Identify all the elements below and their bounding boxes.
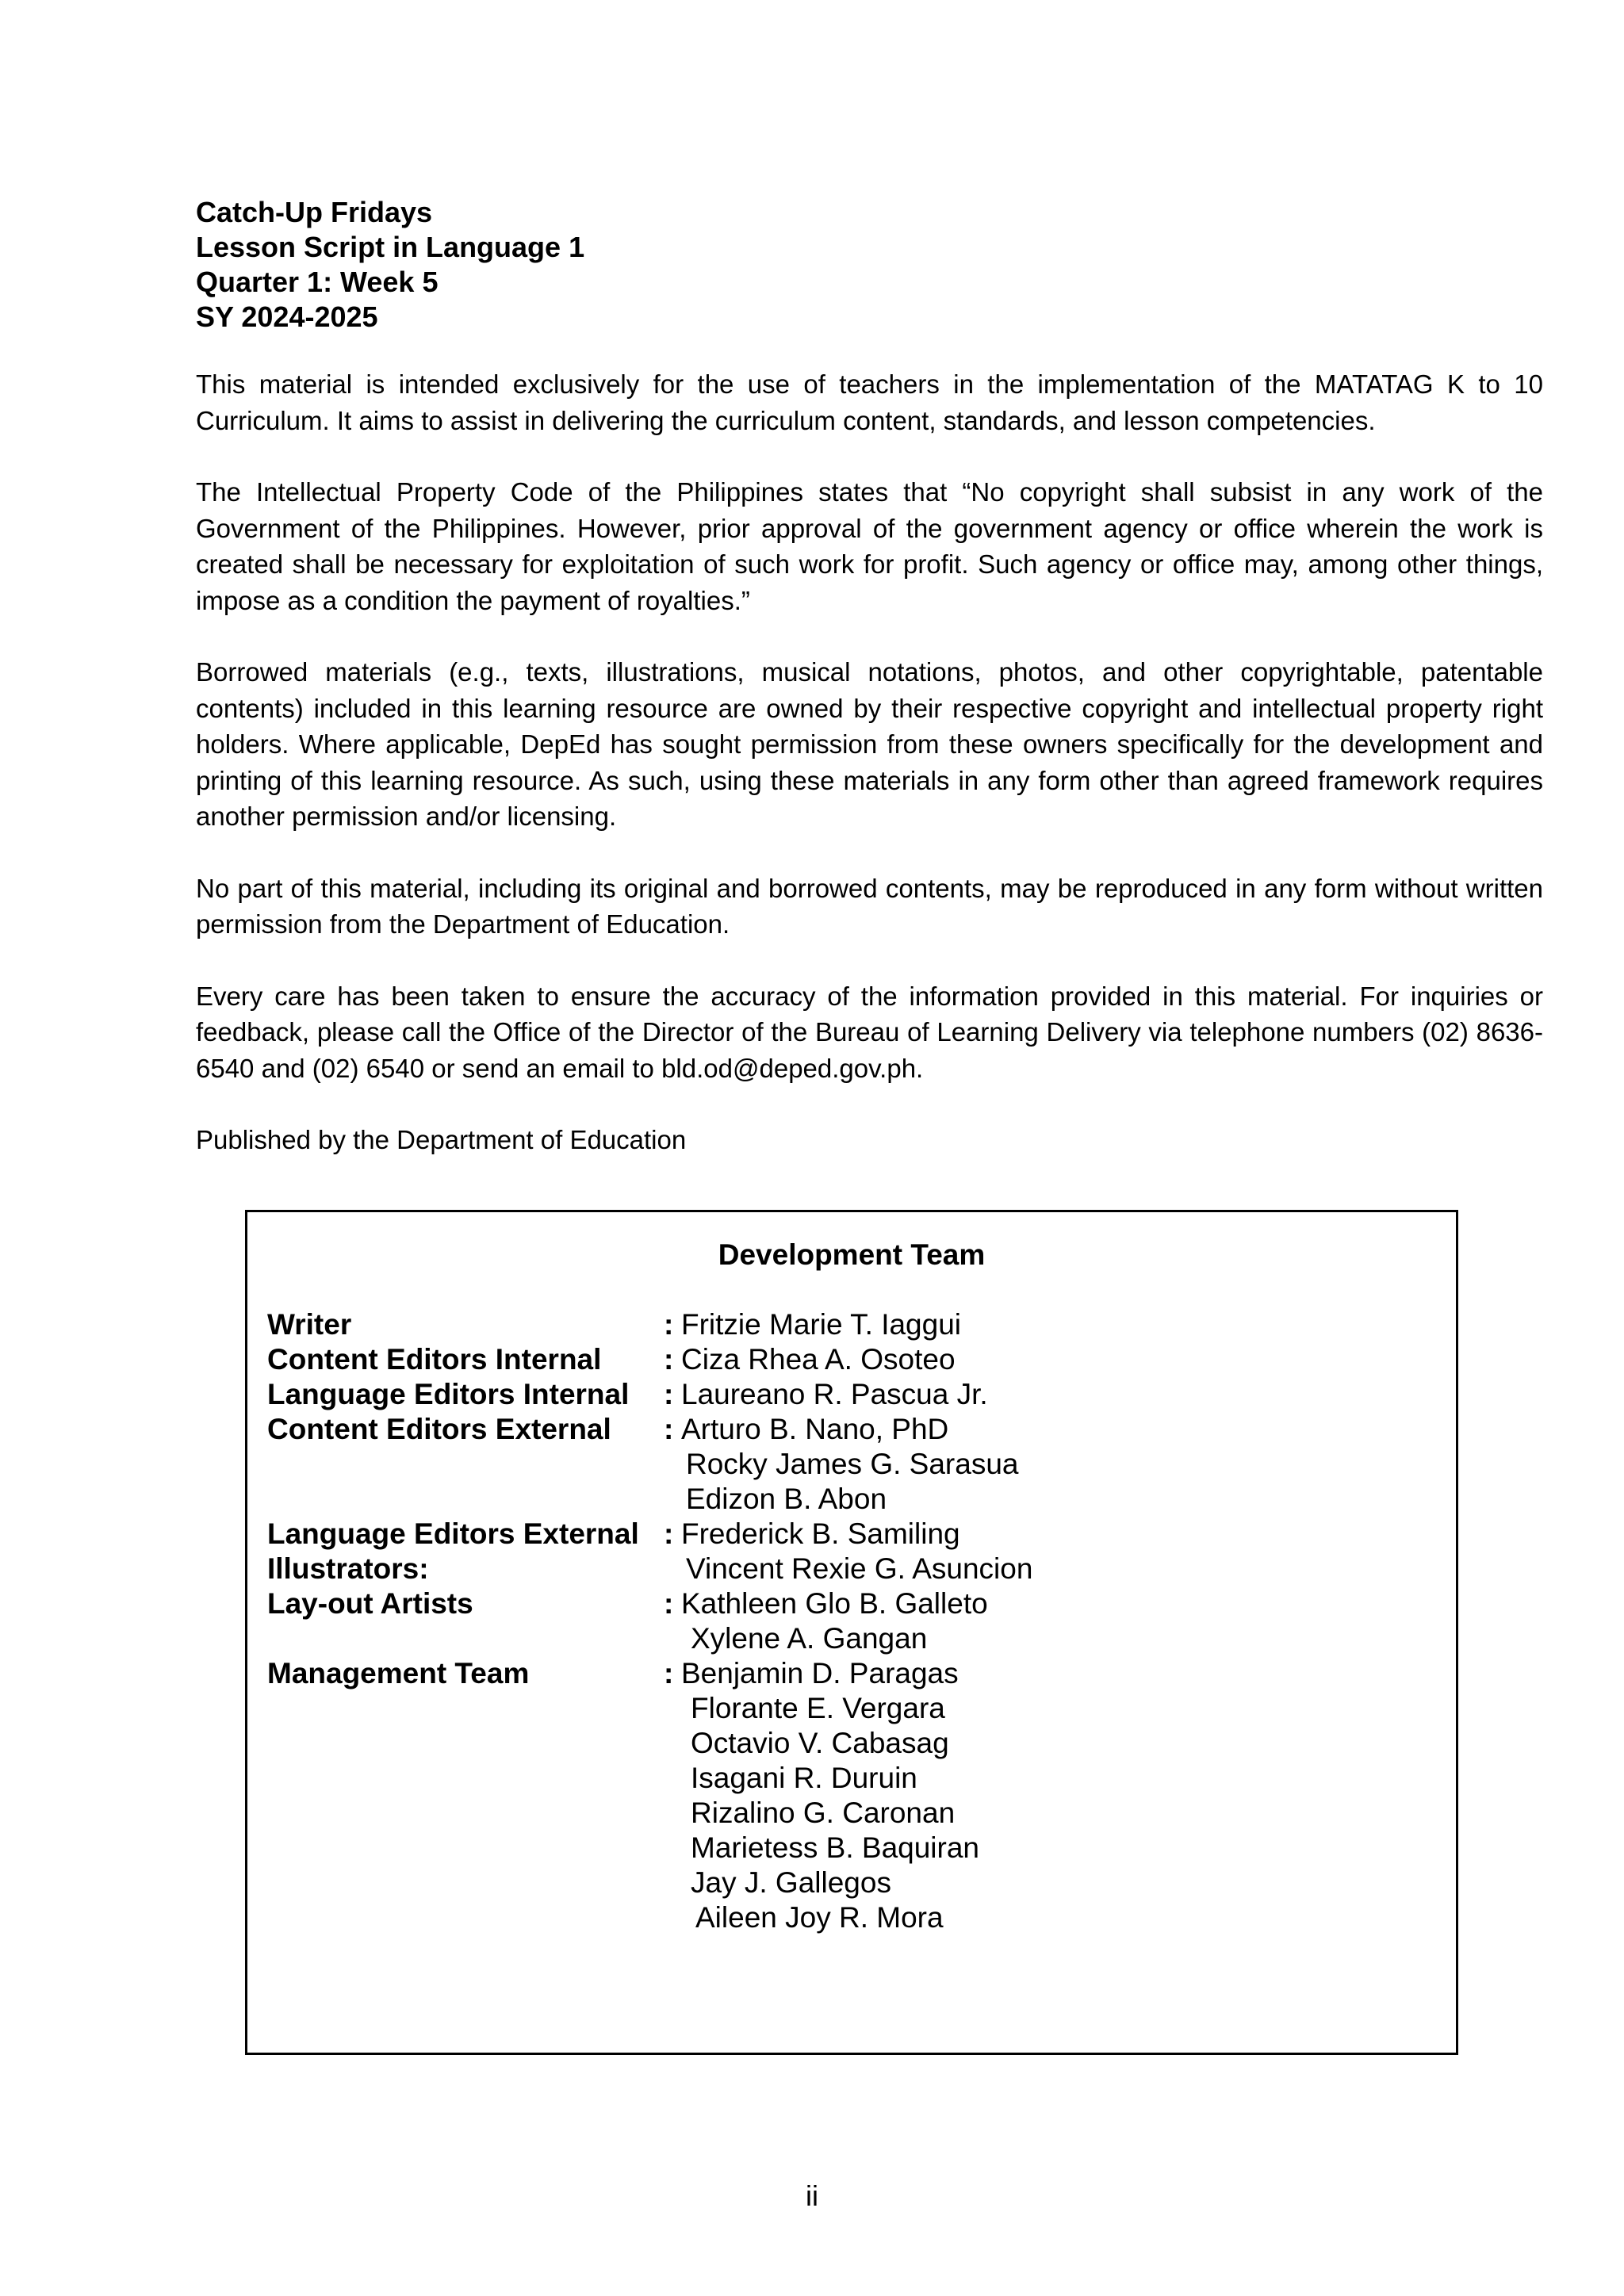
- team-row-illustrators: [267, 1552, 1441, 1586]
- intended-use-paragraph: This material is intended exclusively for the use of teachers in the implementation of the MATATAG K to 10 Curriculum. It aims to assist in delivering the curriculum content, standards, and lesson competencies.: [196, 369, 1543, 435]
- team-member-name: Edizon B. Abon: [686, 1483, 887, 1515]
- development-team-box: [245, 1210, 1458, 2055]
- team-member-name: Isagani R. Duruin: [691, 1762, 917, 1794]
- role-names: [681, 1342, 1441, 1377]
- team-row-management-team: [267, 1656, 1441, 1935]
- team-member-name: Fritzie Marie T. Iaggui: [681, 1308, 961, 1341]
- role-colon: :: [664, 1587, 674, 1620]
- team-member-name: Benjamin D. Paragas: [681, 1657, 959, 1689]
- team-member-name: Ciza Rhea A. Osoteo: [681, 1343, 956, 1376]
- ip-code-paragraph: The Intellectual Property Code of the Philippines states that “No copyright shall subsist in any work of the Government of the Philippines. However, prior approval of the government agency or office wherein the work is created shall be necessary for exploitation of such work for profit. Such agency or office may, among other things, impose as a condition the payment of royalties.”: [196, 477, 1543, 615]
- team-row-layout-artists: [267, 1586, 1441, 1656]
- role-names: [681, 1307, 1441, 1342]
- development-team-list: [267, 1307, 1441, 1935]
- school-year: SY 2024-2025: [196, 300, 378, 333]
- copyright-notice: [196, 366, 1543, 1158]
- role-colon: :: [664, 1413, 674, 1445]
- team-row-writer: [267, 1307, 1441, 1342]
- role-label: Content Editors Internal: [267, 1343, 602, 1376]
- quarter-week: Quarter 1: Week 5: [196, 266, 439, 298]
- team-member-name: Rocky James G. Sarasua: [686, 1448, 1019, 1480]
- development-team-title: Development Team: [718, 1238, 986, 1271]
- team-row-language-editors-external: [267, 1517, 1441, 1552]
- role-colon: :: [664, 1517, 674, 1550]
- role-label: Illustrators:: [267, 1552, 429, 1585]
- role-colon: :: [664, 1657, 674, 1689]
- team-row-content-editors-internal: [267, 1342, 1441, 1377]
- team-member-name: Octavio V. Cabasag: [691, 1727, 949, 1759]
- role-colon: :: [664, 1343, 674, 1376]
- published-by: Published by the Department of Education: [196, 1125, 687, 1154]
- role-names: [681, 1517, 1441, 1552]
- role-names: [681, 1377, 1441, 1412]
- inquiries-paragraph: Every care has been taken to ensure the accuracy of the information provided in this material. For inquiries or feedback, please call the Office of the Director of the Bureau of Learning Delivery via telephone numbers (02) 8636-6540 and (02) 6540 or send an email to bld.od@deped.gov.ph.: [196, 981, 1543, 1083]
- role-label: Language Editors Internal: [267, 1378, 630, 1410]
- borrowed-materials-paragraph: Borrowed materials (e.g., texts, illustrations, musical notations, photos, and other copyrightable, patentable contents) included in this learning resource are owned by their respective copyright and intellectual property right holders. Where applicable, DepEd has sought permission from these owners specifically for the development and printing of this learning resource. As such, using these materials in any form other than agreed framework requires another permission and/or licensing.: [196, 657, 1543, 831]
- no-reproduction-paragraph: No part of this material, including its original and borrowed contents, may be reproduced in any form without written permission from the Department of Education.: [196, 873, 1543, 939]
- team-member-name: Marietess B. Baquiran: [691, 1831, 980, 1864]
- team-row-language-editors-internal: [267, 1377, 1441, 1412]
- team-member-name: Kathleen Glo B. Galleto: [681, 1587, 988, 1620]
- team-member-name: Rizalino G. Caronan: [691, 1797, 956, 1829]
- program-title: Catch-Up Fridays: [196, 196, 433, 228]
- role-names: [681, 1552, 1441, 1586]
- team-member-name: Florante E. Vergara: [691, 1692, 945, 1724]
- team-member-name: Arturo B. Nano, PhD: [681, 1413, 949, 1445]
- team-row-content-editors-external: [267, 1412, 1441, 1517]
- role-names: [681, 1412, 1441, 1517]
- lesson-script-title: Lesson Script in Language 1: [196, 231, 585, 263]
- role-label: Lay-out Artists: [267, 1587, 473, 1620]
- role-label: Language Editors External: [267, 1517, 639, 1550]
- team-member-name: Xylene A. Gangan: [691, 1622, 928, 1655]
- role-colon: :: [664, 1308, 674, 1341]
- team-member-name: Jay J. Gallegos: [691, 1866, 891, 1899]
- team-member-name: Aileen Joy R. Mora: [695, 1901, 944, 1934]
- role-label: Writer: [267, 1308, 352, 1341]
- role-label: Content Editors External: [267, 1413, 611, 1445]
- team-member-name: Vincent Rexie G. Asuncion: [686, 1552, 1033, 1585]
- role-names: [681, 1656, 1441, 1935]
- role-names: [681, 1586, 1441, 1656]
- document-header: [196, 195, 1544, 335]
- team-member-name: Frederick B. Samiling: [681, 1517, 960, 1550]
- page-number: ii: [806, 2179, 818, 2212]
- role-colon: :: [664, 1378, 674, 1410]
- role-label: Management Team: [267, 1657, 530, 1689]
- role-colon: [664, 1552, 681, 1586]
- team-member-name: Laureano R. Pascua Jr.: [681, 1378, 988, 1410]
